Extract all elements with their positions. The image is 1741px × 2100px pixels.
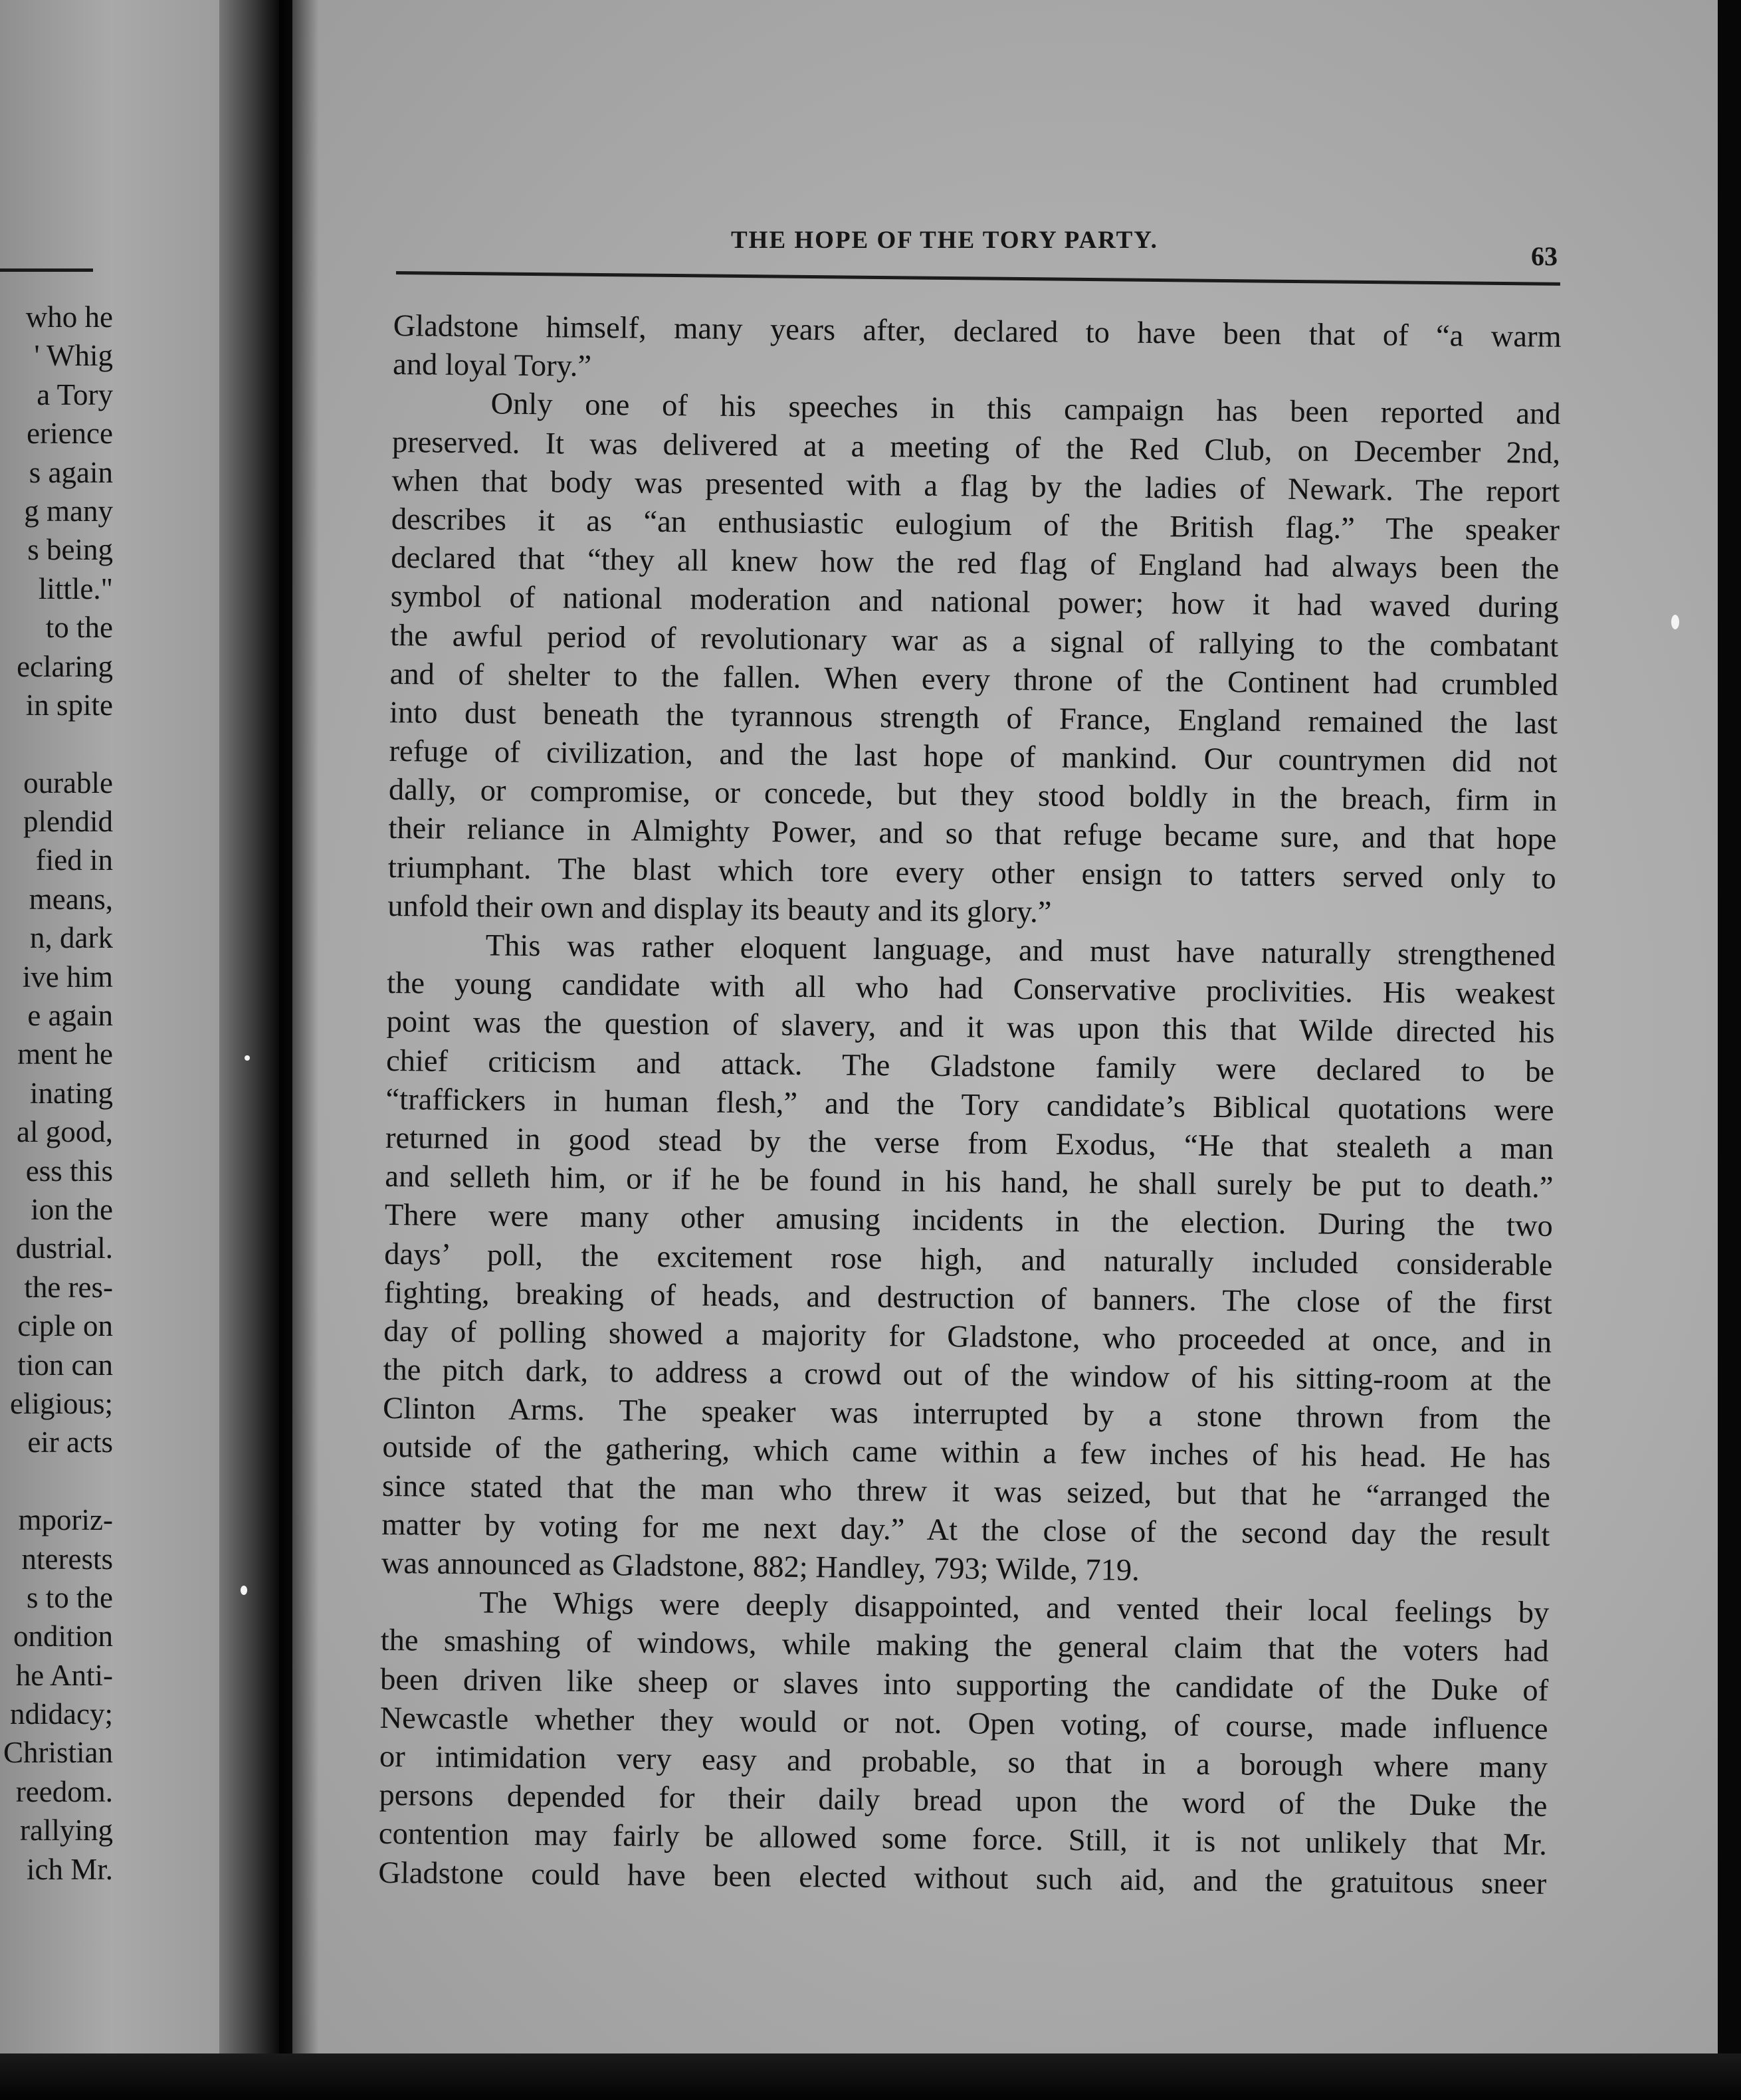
- page-body-text: [378, 307, 1562, 1903]
- page-number: 63: [1531, 241, 1558, 271]
- left-page-line: ion the: [31, 1192, 113, 1226]
- body-line: declared that “they all knew how the red flag of England had always been the: [391, 541, 1560, 586]
- body-line: Clinton Arms. The speaker was interrupted by a stone thrown from the: [382, 1392, 1552, 1437]
- body-line: “traffickers in human flesh,” and the Tory candidate’s Biblical quotations were: [385, 1082, 1554, 1128]
- left-page-line: he Anti-: [15, 1658, 113, 1692]
- body-line: preserved. It was delivered at a meeting of the Red Club, on December 2nd,: [391, 425, 1561, 471]
- left-page-line: e again: [27, 999, 113, 1033]
- body-line: persons depended for their daily bread upon the word of the Duke the: [379, 1778, 1548, 1824]
- body-line: describes it as “an enthusiastic eulogium of the British flag.” The speaker: [391, 502, 1560, 548]
- body-line: when that body was presented with a flag by the ladies of Newark. The report: [391, 463, 1560, 509]
- left-page-line: s being: [27, 533, 113, 567]
- scan-speck: [1671, 615, 1679, 629]
- left-page-line: means,: [29, 882, 113, 916]
- left-page-line: plendid: [23, 805, 113, 839]
- body-line: the awful period of revolutionary war as a signal of rallying to the combatant: [390, 618, 1559, 664]
- left-page-line: a Tory: [37, 377, 113, 411]
- body-line: symbol of national moderation and national power; how it had waved during: [390, 579, 1559, 625]
- body-line: There were many other amusing incidents in the election. During the two: [384, 1198, 1554, 1244]
- body-line: outside of the gathering, which came within a few inches of his head. He has: [382, 1430, 1551, 1476]
- body-line: contention may fairly be allowed some force. Still, it is not unlikely that Mr.: [378, 1817, 1548, 1863]
- body-line: and selleth him, or if he be found in his hand, he shall surely be put to death.”: [385, 1160, 1554, 1205]
- body-line: triumphant. The blast which tore every other ensign to tatters served only to: [387, 850, 1557, 896]
- left-page-line: s to the: [27, 1580, 113, 1614]
- left-page-line: reedom.: [15, 1774, 113, 1808]
- left-page-line: nterests: [21, 1542, 113, 1576]
- body-line: fighting, breaking of heads, and destruction of banners. The close of the first: [383, 1275, 1552, 1321]
- left-page-line: the res-: [24, 1270, 113, 1304]
- left-page-line: ive him: [22, 960, 113, 994]
- body-line: Gladstone himself, many years after, declared to have been that of “a warm: [393, 308, 1562, 354]
- left-page-line: ess this: [25, 1154, 113, 1188]
- body-line: was announced as Gladstone, 882; Handley, 793; Wilde, 719.: [381, 1546, 1140, 1588]
- body-line: Newcastle whether they would or not. Open voting, of course, made influence: [379, 1701, 1548, 1746]
- left-page-line: fied in: [35, 843, 113, 877]
- left-page-line: [0, 724, 113, 763]
- left-page-line: eir acts: [27, 1425, 113, 1459]
- body-line: The Whigs were deeply disappointed, and vented their local feelings by: [479, 1586, 1550, 1630]
- left-page-line: ich Mr.: [27, 1852, 113, 1886]
- scan-speck: [245, 1055, 250, 1061]
- body-line: their reliance in Almighty Power, and so that refuge became sure, and that hope: [388, 811, 1557, 857]
- left-page-line: little.": [38, 572, 113, 605]
- left-page-line: ourable: [23, 766, 113, 799]
- body-line: the smashing of windows, while making the general claim that the voters had: [380, 1624, 1549, 1669]
- left-page-line: erience: [27, 417, 113, 451]
- body-line: Gladstone could have been elected without such aid, and the gratuitous sneer: [378, 1855, 1547, 1901]
- scan-bottom-edge: [0, 2053, 1741, 2100]
- left-page-line: eligious;: [10, 1386, 113, 1420]
- body-line: the young candidate with all who had Conservative proclivities. His weakest: [386, 966, 1556, 1012]
- left-page-rule: [0, 268, 93, 272]
- body-line: or intimidation very easy and probable, so that in a borough where many: [379, 1739, 1548, 1785]
- left-page-text-fragments: [0, 298, 113, 1889]
- body-line: chief criticism and attack. The Gladstone family were declared to be: [385, 1043, 1555, 1089]
- body-line: returned in good stead by the verse from Exodus, “He that stealeth a man: [385, 1120, 1554, 1166]
- left-page-line: in spite: [25, 688, 113, 722]
- body-line: into dust beneath the tyrannous strength of France, England remained the last: [389, 695, 1558, 741]
- body-line: the pitch dark, to address a crowd out of the window of his sitting-room at the: [383, 1352, 1552, 1398]
- body-line: since stated that the man who threw it was seized, but that he “arranged the: [381, 1469, 1551, 1515]
- left-page-line: to the: [45, 611, 113, 645]
- body-line: days’ poll, the excitement rose high, and naturally included considerable: [384, 1237, 1553, 1283]
- left-page-line: rallying: [20, 1814, 113, 1847]
- left-page-line: ' Whig: [34, 339, 113, 373]
- body-line: point was the question of slavery, and it was upon this that Wilde directed his: [386, 1005, 1555, 1051]
- body-line: day of polling showed a majority for Gladstone, who proceeded at once, and in: [383, 1314, 1552, 1360]
- left-page-line: ciple on: [17, 1309, 113, 1343]
- left-page-line: dustrial.: [15, 1231, 113, 1265]
- left-page-line: ment he: [17, 1037, 113, 1071]
- left-page-line: n, dark: [30, 921, 113, 955]
- left-page-line: g many: [24, 494, 113, 528]
- left-page-line: [0, 1462, 113, 1501]
- scan-right-edge: [1718, 0, 1741, 2100]
- left-page-line: al good,: [17, 1115, 113, 1149]
- body-line: and of shelter to the fallen. When every throne of the Continent had crumbled: [389, 657, 1558, 702]
- body-line: Only one of his speeches in this campaign has been reported and: [490, 387, 1561, 432]
- left-page-line: who he: [25, 300, 113, 334]
- left-page-line: eclaring: [17, 649, 113, 683]
- body-line: unfold their own and display its beauty and its glory.”: [387, 889, 1052, 930]
- body-line: dally, or compromise, or concede, but they stood boldly in the breach, firm in: [388, 773, 1558, 819]
- left-page-line: mporiz-: [18, 1503, 113, 1537]
- left-page-line: ondition: [13, 1620, 113, 1653]
- scan-speck: [241, 1586, 247, 1595]
- left-page-line: Christian: [3, 1736, 113, 1770]
- left-page-line: ndidacy;: [10, 1697, 113, 1731]
- left-page-line: s again: [29, 455, 113, 489]
- gutter-shadow: [279, 0, 319, 2060]
- body-line: This was rather eloquent language, and must have naturally strengthened: [485, 928, 1556, 973]
- body-line: been driven like sheep or slaves into supporting the candidate of the Duke of: [379, 1662, 1549, 1708]
- body-line: and loyal Tory.”: [392, 348, 592, 384]
- running-head: THE HOPE OF THE TORY PARTY.: [731, 227, 1158, 254]
- body-line: matter by voting for me next day.” At the close of the second day the result: [381, 1507, 1550, 1553]
- left-page-line: tion can: [17, 1348, 113, 1382]
- body-line: refuge of civilization, and the last hope of mankind. Our countrymen did not: [389, 734, 1558, 780]
- left-page-line: inating: [30, 1076, 113, 1110]
